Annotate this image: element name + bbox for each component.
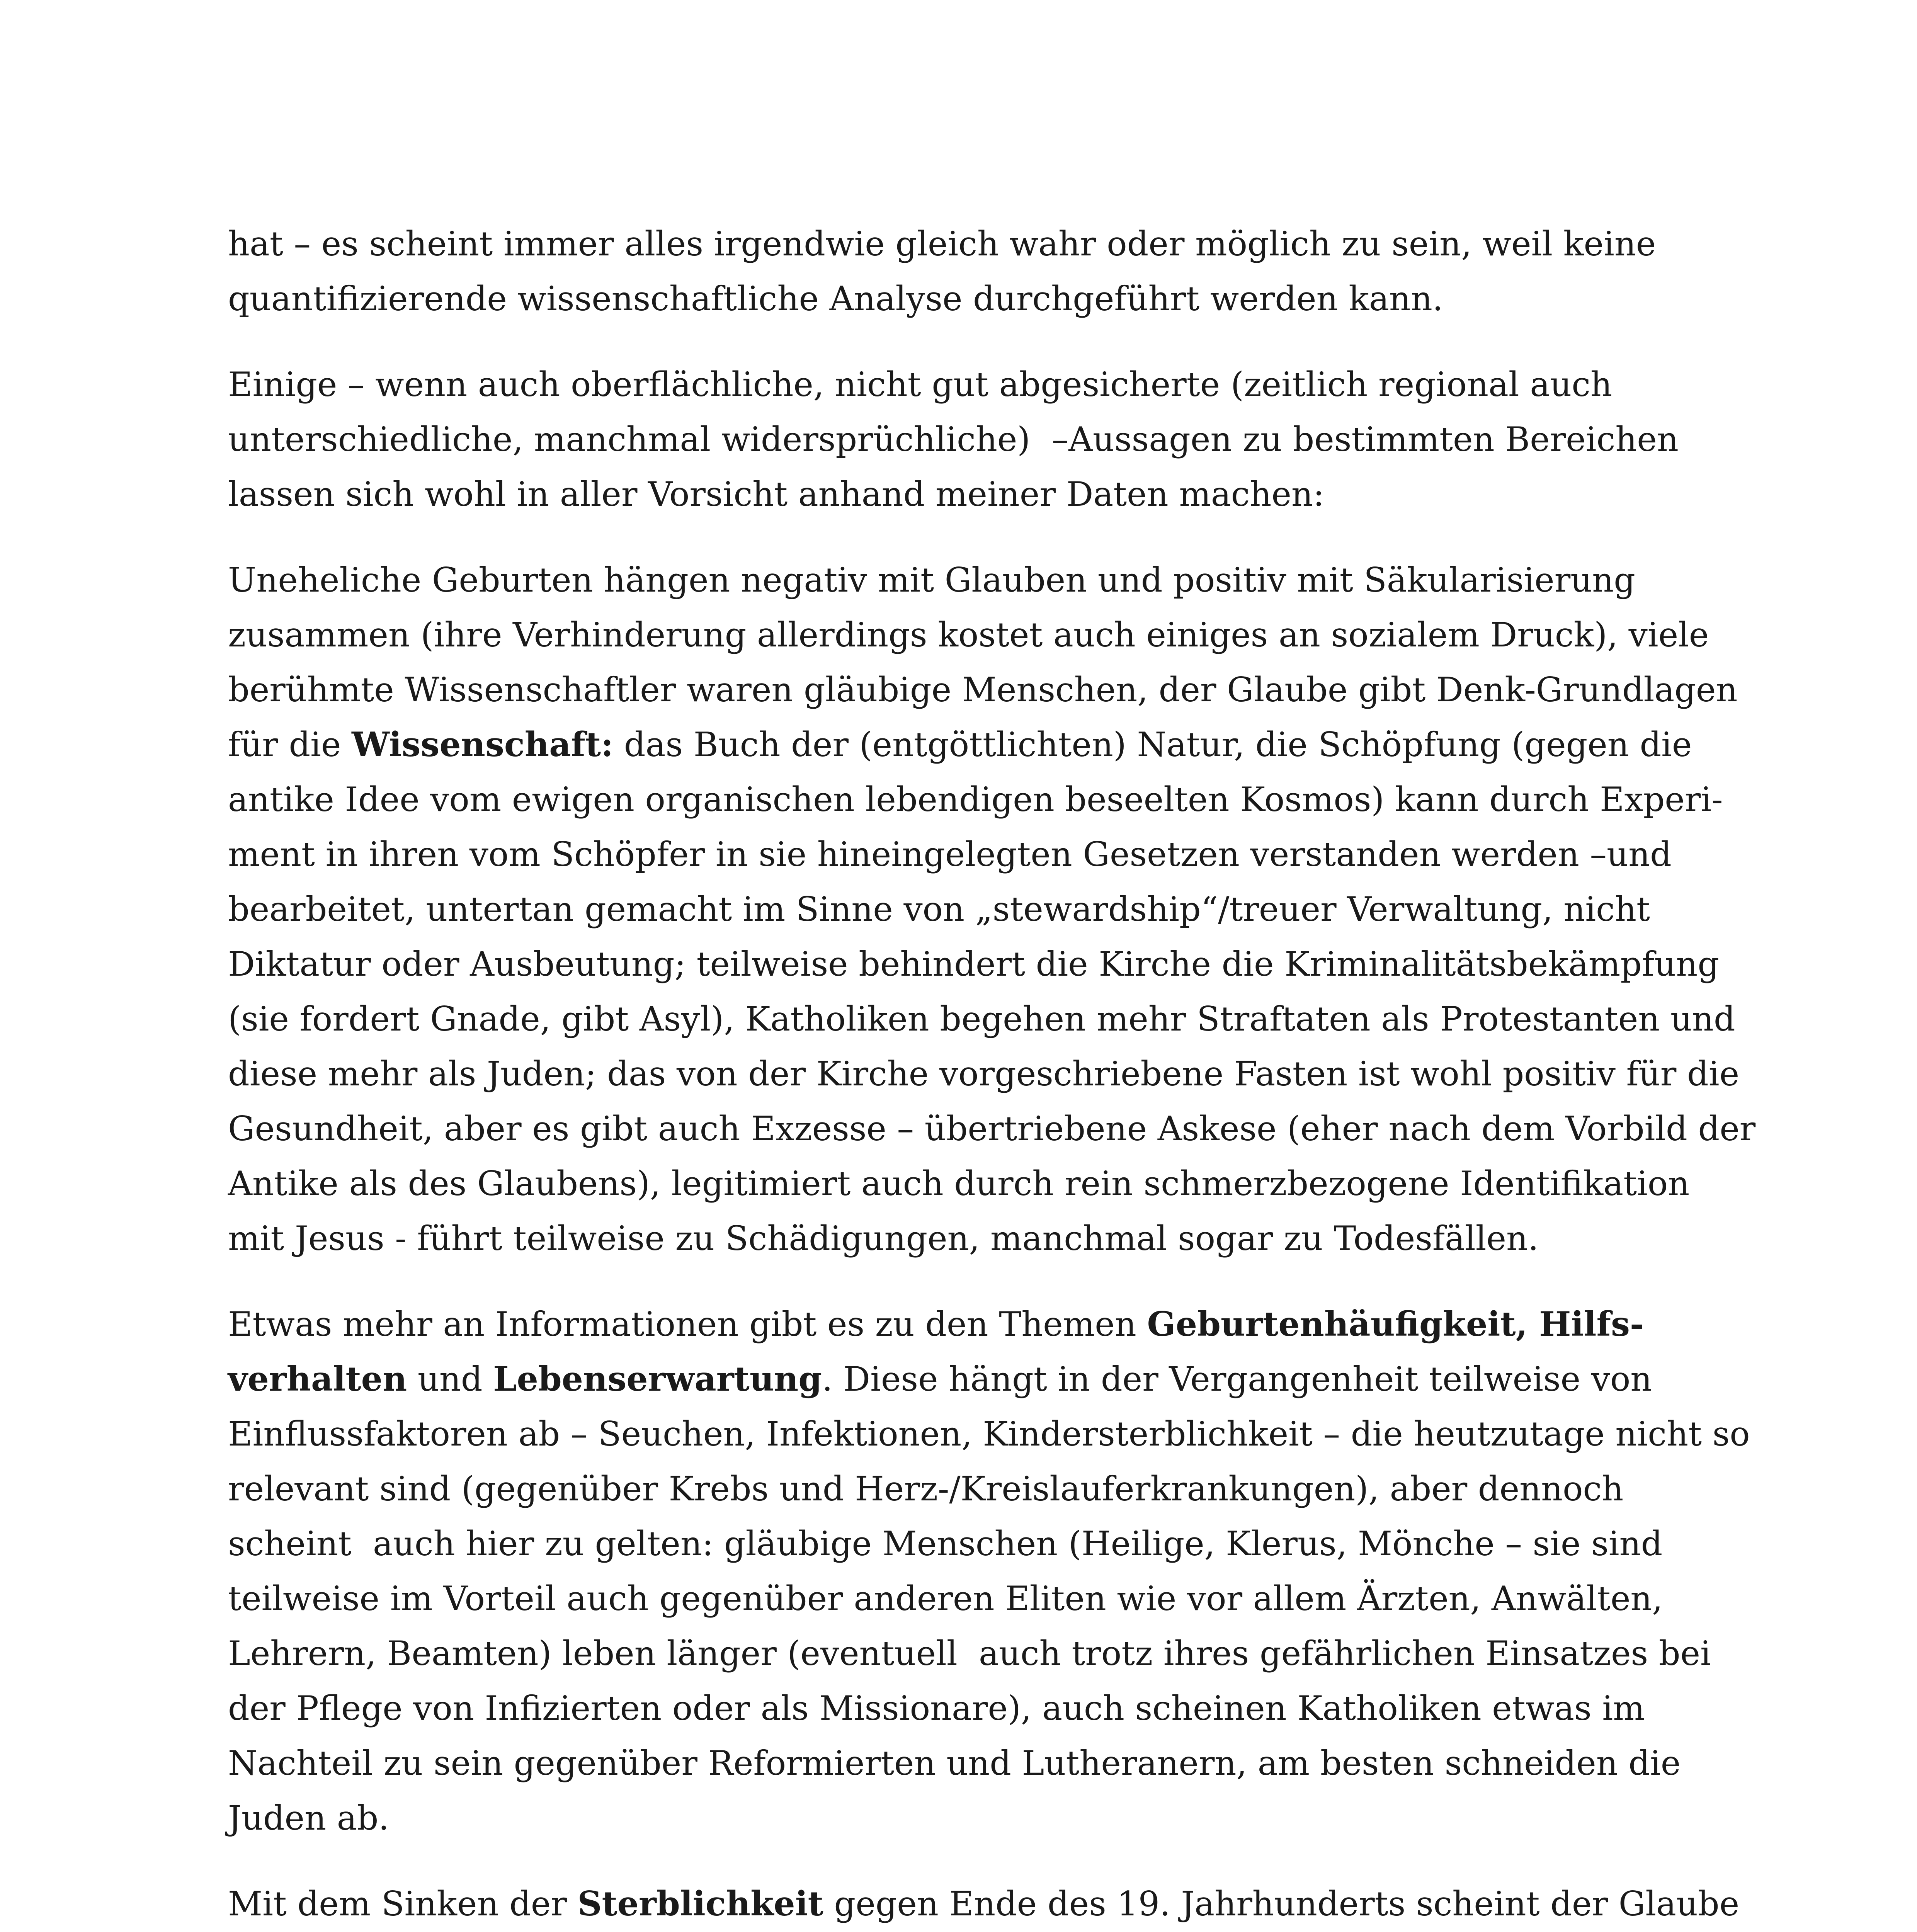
- text-line: [228, 1461, 1720, 1516]
- text-segment: hat – es scheint immer alles irgendwie gleich wahr oder möglich zu sein, weil keine: [228, 224, 1656, 264]
- text-segment: gegen Ende des 19. Jahrhunderts scheint der Glaube: [823, 1884, 1740, 1923]
- text-line: [228, 467, 1720, 522]
- text-line: [228, 827, 1720, 882]
- text-segment: Diktatur oder Ausbeutung; teilweise behindert die Kirche die Kriminalitätsbekämpfung: [228, 944, 1719, 984]
- text-line: [228, 1046, 1740, 1101]
- text-line: [228, 937, 1720, 992]
- text-segment: Einflussfaktoren ab – Seuchen, Infektionen, Kindersterblichkeit – die heutzutage nicht so: [228, 1414, 1750, 1454]
- text-line: [228, 662, 1738, 717]
- text-line: [228, 607, 1720, 662]
- text-segment: Lehrern, Beamten) leben länger (eventuell auch trotz ihres gefährlichen Einsatzes bei: [228, 1634, 1711, 1673]
- text-line: [228, 1791, 1720, 1845]
- text-segment: relevant sind (gegenüber Krebs und Herz-/Kreislauferkrankungen), aber dennoch: [228, 1469, 1624, 1509]
- text-segment: ment in ihren vom Schöpfer in sie hineingelegten Gesetzen verstanden werden –und: [228, 835, 1672, 874]
- paragraph: [228, 216, 1720, 326]
- text-line: [228, 1626, 1720, 1681]
- paragraph: [228, 357, 1720, 522]
- text-segment: . Diese hängt in der Vergangenheit teilweise von: [822, 1359, 1652, 1399]
- text-segment: Einige – wenn auch oberflächliche, nicht gut abgesicherte (zeitlich regional auch: [228, 365, 1612, 404]
- text-segment: lassen sich wohl in aller Vorsicht anhand meiner Daten machen:: [228, 474, 1325, 514]
- text-segment: antike Idee vom ewigen organischen lebendigen beseelten Kosmos) kann durch Experi-: [228, 780, 1723, 819]
- text-segment: Gesundheit, aber es gibt auch Exzesse – übertriebene Askese (eher nach dem Vorbild der: [228, 1109, 1756, 1148]
- text-segment: berühmte Wissenschaftler waren gläubige Menschen, der Glaube gibt Denk-Grundlagen: [228, 670, 1738, 709]
- text-line: [228, 992, 1735, 1046]
- text-line: [228, 1876, 1740, 1931]
- text-line: [228, 1571, 1720, 1626]
- paragraph: [228, 553, 1756, 1266]
- bold-term: Geburtenhäufigkeit, Hilfs-: [1147, 1304, 1644, 1344]
- text-segment: bearbeitet, untertan gemacht im Sinne von „stewardship“/treuer Verwaltung, nicht: [228, 889, 1650, 929]
- text-line: [228, 1516, 1720, 1571]
- text-segment: der Pflege von Infizierten oder als Missionare), auch scheinen Katholiken etwas im: [228, 1689, 1645, 1728]
- text-line: [228, 553, 1720, 607]
- bold-term: verhalten: [228, 1359, 407, 1399]
- text-segment: Mit dem Sinken der: [228, 1884, 578, 1923]
- text-line: [228, 1297, 1720, 1352]
- bold-term: Sterblichkeit: [577, 1884, 823, 1923]
- text-line: [228, 271, 1720, 326]
- text-segment: scheint auch hier zu gelten: gläubige Menschen (Heilige, Klerus, Mönche – sie sind: [228, 1524, 1663, 1563]
- text-segment: teilweise im Vorteil auch gegenüber anderen Eliten wie vor allem Ärzten, Anwälten,: [228, 1579, 1663, 1618]
- text-segment: und: [407, 1359, 493, 1399]
- text-segment: Nachteil zu sein gegenüber Reformierten und Lutheranern, am besten schneiden die: [228, 1743, 1681, 1783]
- text-segment: mit Jesus - führt teilweise zu Schädigungen, manchmal sogar zu Todesfällen.: [228, 1219, 1539, 1258]
- text-line: [228, 1352, 1720, 1406]
- text-line: [228, 357, 1720, 412]
- paragraph: [228, 1297, 1750, 1845]
- text-line: [228, 1211, 1720, 1266]
- text-segment: für die: [228, 725, 352, 764]
- text-line: [228, 882, 1720, 937]
- text-segment: das Buch der (entgöttlichten) Natur, die Schöpfung (gegen die: [613, 725, 1692, 764]
- text-segment: Etwas mehr an Informationen gibt es zu den Themen: [228, 1304, 1147, 1344]
- text-line: [228, 1736, 1720, 1791]
- bold-term: Lebenserwartung: [493, 1359, 822, 1399]
- text-segment: Juden ab.: [228, 1798, 389, 1838]
- text-segment: Antike als des Glaubens), legitimiert auch durch rein schmerzbezogene Identifikation: [228, 1164, 1690, 1203]
- text-line: [228, 412, 1720, 467]
- text-line: [228, 1156, 1720, 1211]
- text-segment: diese mehr als Juden; das von der Kirche vorgeschriebene Fasten ist wohl positiv für die: [228, 1054, 1740, 1094]
- text-segment: quantifizierende wissenschaftliche Analyse durchgeführt werden kann.: [228, 279, 1443, 318]
- body-text: [228, 216, 1756, 1932]
- paragraph: [228, 1876, 1740, 1932]
- text-line: [228, 1101, 1756, 1156]
- text-segment: Uneheliche Geburten hängen negativ mit Glauben und positiv mit Säkularisierung: [228, 560, 1635, 600]
- text-line: [228, 1681, 1720, 1736]
- text-segment: zusammen (ihre Verhinderung allerdings kostet auch einiges an sozialem Druck), viele: [228, 615, 1709, 655]
- text-line: [228, 772, 1723, 827]
- text-segment: (sie fordert Gnade, gibt Asyl), Katholiken begehen mehr Straftaten als Protestanten und: [228, 999, 1735, 1039]
- text-line: [228, 717, 1720, 772]
- text-segment: unterschiedliche, manchmal widersprüchliche) –Aussagen zu bestimmten Bereichen: [228, 420, 1679, 459]
- bold-term: Wissenschaft:: [352, 724, 614, 764]
- text-line: [228, 216, 1720, 271]
- text-line: [228, 1406, 1750, 1461]
